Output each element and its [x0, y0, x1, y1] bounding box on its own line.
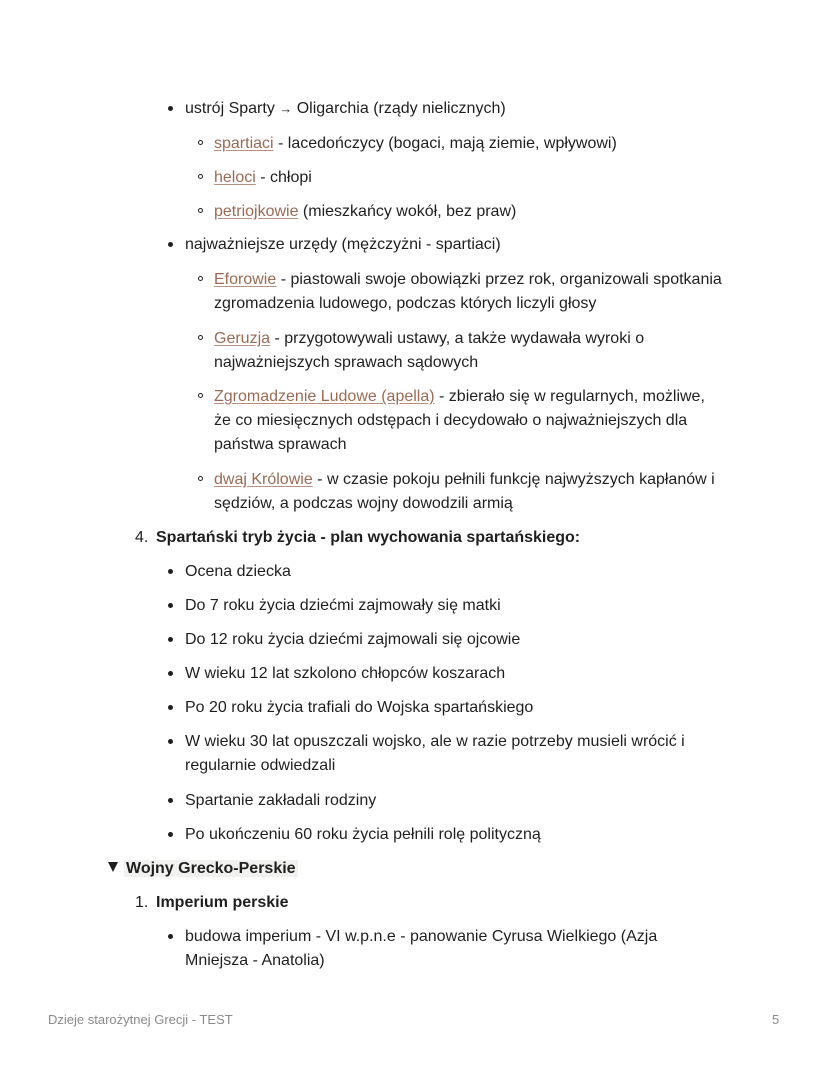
list-item: W wieku 12 lat szkolono chłopców koszarach: [185, 665, 506, 682]
bullet-dot: [168, 832, 173, 837]
bullet-circle: [198, 174, 203, 179]
list-item-heloci: [214, 166, 312, 190]
item-desc: - zbierało się w regularnych, możliwe,: [434, 388, 705, 405]
item-desc: (mieszkańcy wokół, bez praw): [298, 203, 517, 220]
bullet-dot: [168, 637, 173, 642]
item-desc: - przygotowywali ustawy, a także wydawała wyroki o: [270, 330, 645, 347]
item-desc: - chłopi: [255, 169, 312, 186]
bullet-dot: [168, 569, 173, 574]
ustroj-label: ustrój Sparty: [185, 100, 275, 117]
list-item-petriojkowie: [214, 200, 516, 224]
arrow-icon: →: [279, 101, 293, 116]
bullet-dot: [168, 739, 173, 744]
list-item-eforowie-cont: zgromadzenia ludowego, podczas których liczyli głosy: [214, 295, 597, 312]
list-item-spartiaci: [214, 132, 617, 156]
footer-doc-title: Dzieje starożytnej Grecji - TEST: [48, 1012, 233, 1027]
list-item-ustroj: [185, 97, 506, 121]
link-geruzja[interactable]: Geruzja: [214, 330, 271, 347]
bullet-circle: [198, 276, 203, 281]
list-number: 4.: [135, 529, 149, 546]
bullet-circle: [198, 140, 203, 145]
list-item: Po 20 roku życia trafiali do Wojska spartańskiego: [185, 699, 534, 716]
list-item: Do 7 roku życia dziećmi zajmowały się matki: [185, 597, 501, 614]
bullet-circle: [198, 208, 203, 213]
section-heading-spartanski-tryb: Spartański tryb życia - plan wychowania spartańskiego:: [156, 529, 581, 546]
bullet-dot: [168, 671, 173, 676]
bullet-circle: [198, 335, 203, 340]
link-eforowie[interactable]: Eforowie: [214, 271, 277, 288]
list-item-zgromadzenie-cont2: państwa sprawach: [214, 436, 347, 453]
list-number: 1.: [135, 894, 149, 911]
section-heading-imperium: Imperium perskie: [156, 894, 289, 911]
list-item: budowa imperium - VI w.p.n.e - panowanie Cyrusa Wielkiego (Azja: [185, 928, 658, 945]
link-dwaj-krolowie[interactable]: dwaj Królowie: [214, 471, 313, 488]
bullet-dot: [168, 705, 173, 710]
bullet-dot: [168, 106, 173, 111]
list-item: W wieku 30 lat opuszczali wojsko, ale w razie potrzeby musieli wrócić i: [185, 733, 685, 750]
list-item: Ocena dziecka: [185, 563, 291, 580]
list-item: Do 12 roku życia dziećmi zajmowali się ojcowie: [185, 631, 521, 648]
list-item-urzedy: najważniejsze urzędy (mężczyżni - spartiaci): [185, 236, 501, 253]
toggle-title: Wojny Grecko-Perskie: [126, 860, 296, 877]
link-petriojkowie[interactable]: petriojkowie: [214, 203, 299, 220]
footer-page-number: 5: [772, 1012, 780, 1027]
bullet-circle: [198, 476, 203, 481]
list-item-geruzja-cont: najważniejszych sprawach sądowych: [214, 354, 479, 371]
list-item-zgromadzenie: [214, 385, 705, 409]
list-item-eforowie: [214, 268, 722, 292]
bullet-dot: [168, 242, 173, 247]
bullet-dot: [168, 798, 173, 803]
toggle-heading[interactable]: [124, 857, 298, 881]
list-item-cont: regularnie odwiedzali: [185, 757, 336, 774]
link-spartiaci[interactable]: spartiaci: [214, 135, 274, 152]
list-item: Po ukończeniu 60 roku życia pełnili rolę polityczną: [185, 826, 541, 843]
link-zgromadzenie-ludowe[interactable]: Zgromadzenie Ludowe (apella): [214, 388, 435, 405]
link-heloci[interactable]: heloci: [214, 169, 256, 186]
list-item-krolowie: [214, 468, 715, 492]
list-item-krolowie-cont: sędziów, a podczas wojny dowodzili armią: [214, 495, 513, 512]
bullet-dot: [168, 934, 173, 939]
bullet-dot: [168, 603, 173, 608]
toggle-triangle-icon[interactable]: [108, 862, 118, 872]
item-desc: - lacedończycy (bogaci, mają ziemie, wpływowi): [273, 135, 617, 152]
list-item: Spartanie zakładali rodziny: [185, 792, 377, 809]
ustroj-value: Oligarchia (rządy nielicznych): [296, 100, 506, 117]
list-item-cont: Mniejsza - Anatolia): [185, 952, 325, 969]
item-desc: - piastowali swoje obowiązki przez rok, organizowali spotkania: [276, 271, 722, 288]
bullet-circle: [198, 393, 203, 398]
item-desc: - w czasie pokoju pełnili funkcję najwyższych kapłanów i: [312, 471, 715, 488]
list-item-zgromadzenie-cont: że co miesięcznych odstępach i decydowało o najważniejszych dla: [214, 412, 688, 429]
list-item-geruzja: [214, 327, 644, 351]
